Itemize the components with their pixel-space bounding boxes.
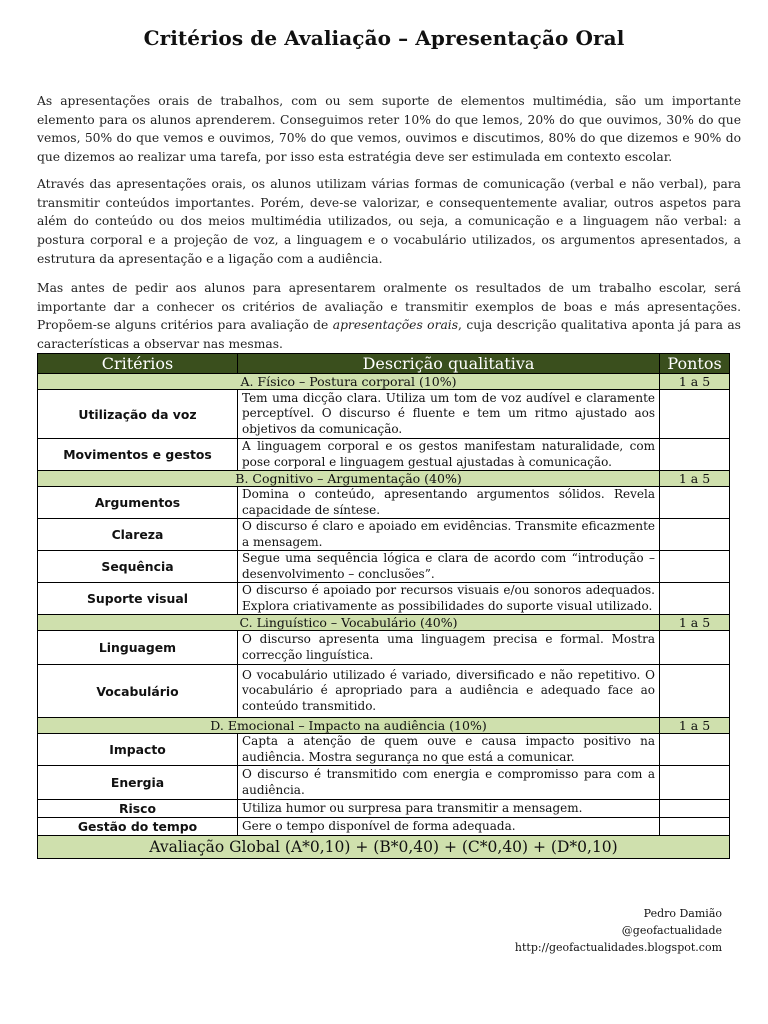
- criterion-description: O discurso é transmitido com energia e compromisso para com a audiência.: [238, 766, 660, 800]
- section-row-b: [38, 471, 730, 487]
- section-title-a: A. Físico – Postura corporal (10%): [38, 374, 660, 390]
- page-title: Critérios de Avaliação – Apresentação Oral: [143, 26, 625, 50]
- intro-paragraph-3-start: Mas antes de pedir aos alunos para apresentarem oralmente os resultados de um trabalho escolar, será importante dar a conhecer os critérios de avaliação e transmitir exemplos de boas e más apresentações. Propõem-se alguns critérios para avaliação de: [37, 281, 741, 333]
- signature-block: [515, 905, 722, 956]
- criterion-description: Domina o conteúdo, apresentando argumentos sólidos. Revela capacidade de síntese.: [238, 487, 660, 519]
- header-points: Pontos: [660, 354, 730, 374]
- criterion-description: O vocabulário utilizado é variado, diversificado e não repetitivo. O vocabulário é apropriado para a audiência e adequado face ao conteúdo transmitido.: [238, 665, 660, 718]
- points-cell[interactable]: [660, 766, 730, 800]
- points-cell[interactable]: [660, 665, 730, 718]
- intro-paragraph-2: Através das apresentações orais, os alunos utilizam várias formas de comunicação (verbal e não verbal), para transmitir conteúdos importantes. Porém, deve-se valorizar, e consequentemente avaliar, outros aspetos para além do conteúdo ou dos meios multimédia utilizados, ou seja, a comunicação e a linguagem não verbal: a postura corporal e a projeção de voz, a linguagem e o vocabulário utilizados, os argumentos apresentados, a estrutura da apresentação e a ligação com a audiência.: [37, 177, 741, 266]
- points-cell[interactable]: [660, 519, 730, 551]
- table-row: [38, 487, 730, 519]
- criterion-name: Suporte visual: [38, 583, 238, 615]
- criterion-name: Risco: [38, 800, 238, 818]
- points-cell[interactable]: [660, 439, 730, 471]
- section-title-b: B. Cognitivo – Argumentação (40%): [38, 471, 660, 487]
- intro-paragraph-1: As apresentações orais de trabalhos, com ou sem suporte de elementos multimédia, são um importante elemento para os alunos aprenderem. Conseguimos reter 10% do que lemos, 20% do que ouvimos, 30% do que vemos, 50% do que vemos e ouvimos, 70% do que vemos, ouvimos e discutimos, 80% do que dizemos e 90% do que dizemos ao realizar uma tarefa, por isso esta estratégia deve ser estimulada em contexto escolar.: [37, 94, 741, 165]
- header-criteria: Critérios: [38, 354, 238, 374]
- criterion-name: Impacto: [38, 734, 238, 766]
- table-row: [38, 519, 730, 551]
- author-handle: @geofactualidade: [621, 924, 722, 937]
- criteria-table: [37, 353, 730, 859]
- criterion-description: O discurso é claro e apoiado em evidências. Transmite eficazmente a mensagem.: [238, 519, 660, 551]
- points-cell[interactable]: [660, 583, 730, 615]
- section-points-a: 1 a 5: [660, 374, 730, 390]
- criterion-description: O discurso apresenta uma linguagem precisa e formal. Mostra correcção linguística.: [238, 631, 660, 665]
- criterion-description: A linguagem corporal e os gestos manifestam naturalidade, com pose corporal e linguagem gestual ajustadas à comunicação.: [238, 439, 660, 471]
- criterion-description: Gere o tempo disponível de forma adequada.: [238, 818, 660, 836]
- criterion-name: Movimentos e gestos: [38, 439, 238, 471]
- criterion-description: Tem uma dicção clara. Utiliza um tom de voz audível e claramente perceptível. O discurso é fluente e tem um ritmo ajustado aos objetivos da comunicação.: [238, 390, 660, 439]
- points-cell[interactable]: [660, 487, 730, 519]
- points-cell[interactable]: [660, 390, 730, 439]
- author-name: Pedro Damião: [643, 907, 722, 920]
- section-points-d: 1 a 5: [660, 718, 730, 734]
- section-title-c: C. Linguístico – Vocabulário (40%): [38, 615, 660, 631]
- table-row: [38, 800, 730, 818]
- criterion-name: Gestão do tempo: [38, 818, 238, 836]
- table-row: [38, 583, 730, 615]
- global-evaluation-formula: Avaliação Global (A*0,10) + (B*0,40) + (C*0,40) + (D*0,10): [38, 836, 730, 859]
- criterion-description: O discurso é apoiado por recursos visuais e/ou sonoros adequados. Explora criativamente as possibilidades do suporte visual utilizado.: [238, 583, 660, 615]
- points-cell[interactable]: [660, 551, 730, 583]
- points-cell[interactable]: [660, 734, 730, 766]
- criterion-name: Clareza: [38, 519, 238, 551]
- criterion-description: Segue uma sequência lógica e clara de acordo com “introdução – desenvolvimento – conclusões”.: [238, 551, 660, 583]
- criterion-description: Utiliza humor ou surpresa para transmitir a mensagem.: [238, 800, 660, 818]
- points-cell[interactable]: [660, 800, 730, 818]
- global-evaluation-row: [38, 836, 730, 859]
- table-row: [38, 551, 730, 583]
- table-row: [38, 390, 730, 439]
- section-row-a: [38, 374, 730, 390]
- table-row: [38, 766, 730, 800]
- criterion-name: Energia: [38, 766, 238, 800]
- section-points-c: 1 a 5: [660, 615, 730, 631]
- intro-paragraph-3: [37, 279, 741, 353]
- author-url[interactable]: http://geofactualidades.blogspot.com: [514, 941, 722, 954]
- intro-paragraph-3-end: , cuja descrição qualitativa aponta já para as características a observar nas mesmas.: [37, 318, 741, 352]
- table-row: [38, 818, 730, 836]
- table-row: [38, 665, 730, 718]
- section-points-b: 1 a 5: [660, 471, 730, 487]
- table-row: [38, 631, 730, 665]
- criterion-description: Capta a atenção de quem ouve e causa impacto positivo na audiência. Mostra segurança no que está a comunicar.: [238, 734, 660, 766]
- criterion-name: Vocabulário: [38, 665, 238, 718]
- points-cell[interactable]: [660, 818, 730, 836]
- table-header-row: [38, 354, 730, 374]
- header-description: Descrição qualitativa: [238, 354, 660, 374]
- points-cell[interactable]: [660, 631, 730, 665]
- section-row-c: [38, 615, 730, 631]
- intro-paragraph-3-emphasis: apresentações orais: [332, 318, 459, 333]
- section-title-d: D. Emocional – Impacto na audiência (10%): [38, 718, 660, 734]
- criterion-name: Sequência: [38, 551, 238, 583]
- section-row-d: [38, 718, 730, 734]
- criterion-name: Linguagem: [38, 631, 238, 665]
- criterion-name: Argumentos: [38, 487, 238, 519]
- criterion-name: Utilização da voz: [38, 390, 238, 439]
- table-row: [38, 734, 730, 766]
- table-row: [38, 439, 730, 471]
